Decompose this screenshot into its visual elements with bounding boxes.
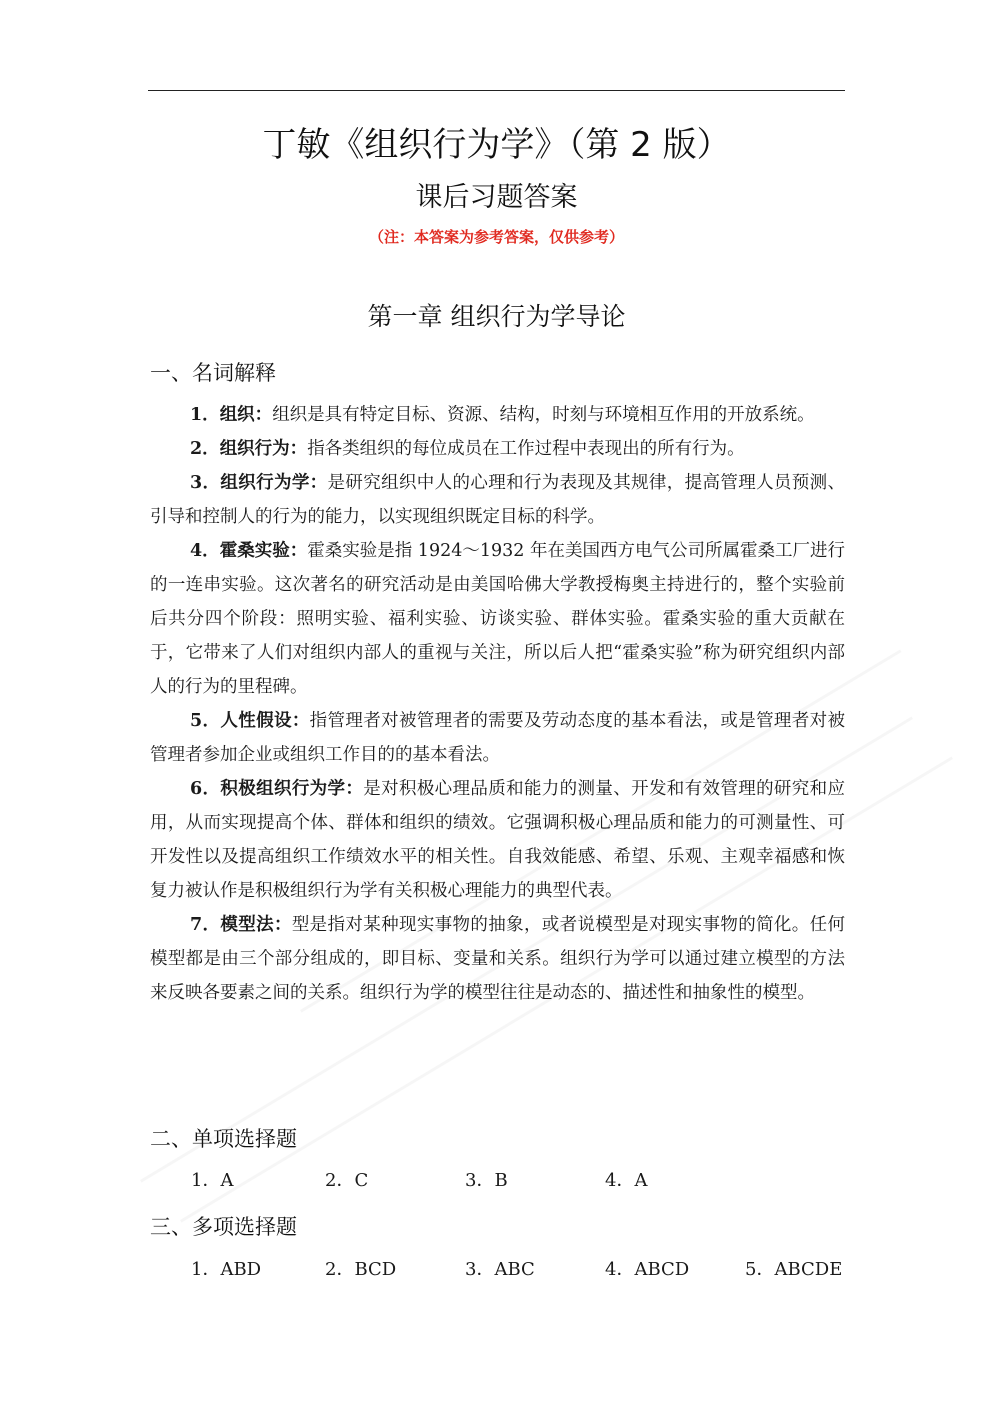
multi-choice-answers — [191, 1255, 851, 1285]
term-number: 3． — [190, 473, 221, 493]
answer-item: 3．ABC — [465, 1259, 535, 1280]
section-heading-terms: 一、名词解释 — [150, 361, 276, 385]
term-text: 是研究组织中人的心理和行为表现及其规律，提高管理人员预测、引导和控制人的行为的能力，以实现组织既定目标的科学。 — [150, 473, 845, 527]
answer-item: 2．C — [325, 1170, 369, 1191]
single-choice-answers — [191, 1166, 851, 1196]
answer-item: 3．B — [465, 1170, 508, 1191]
section-heading-single-choice: 二、单项选择题 — [150, 1127, 297, 1151]
answer-item: 1．ABD — [191, 1259, 262, 1280]
term-item — [150, 908, 845, 1010]
term-name: 积极组织行为学： — [220, 779, 364, 799]
term-number: 2． — [190, 439, 220, 459]
term-number: 4． — [190, 541, 220, 561]
term-item — [150, 534, 845, 704]
section-heading-multi-choice: 三、多项选择题 — [150, 1215, 297, 1239]
term-name: 霍桑实验： — [219, 541, 308, 561]
term-text: 霍桑实验是指 1924～1932 年在美国西方电气公司所属霍桑工厂进行的一连串实验。这次著名的研究活动是由美国哈佛大学教授梅奥主持进行的，整个实验前后共分四个阶段：照明实验、福利实验、访谈实验、群体实验。霍桑实验的重大贡献在于，它带来了人们对组织内部人的重视与关注，所以后人把“霍桑实验”称为研究组织内部人的行为的里程碑。 — [150, 541, 846, 697]
answer-item: 5．ABCDE — [745, 1259, 843, 1280]
term-text: 型是指对某种现实事物的抽象，或者说模型是对现实事物的简化。任何模型都是由三个部分组成的，即目标、变量和关系。组织行为学可以通过建立模型的方法来反映各要素之间的关系。组织行为学的模型往往是动态的、描述性和抽象性的模型。 — [150, 915, 846, 1003]
term-number: 7． — [190, 915, 221, 935]
answer-item: 1．A — [191, 1170, 234, 1191]
header-rule — [148, 90, 845, 91]
term-name: 组织： — [219, 405, 273, 425]
term-name: 模型法： — [220, 915, 292, 935]
term-text: 是对积极心理品质和能力的测量、开发和有效管理的研究和应用，从而实现提高个体、群体和组织的绩效。它强调积极心理品质和能力的可测量性、可开发性以及提高组织工作绩效水平的相关性。自我效能感、希望、乐观、主观幸福感和恢复力被认作是积极组织行为学有关积极心理能力的典型代表。 — [150, 779, 846, 901]
reference-note: （注：本答案为参考答案，仅供参考） — [368, 228, 624, 246]
term-number: 5． — [190, 711, 221, 731]
term-text: 指各类组织的每位成员在工作过程中表现出的所有行为。 — [307, 439, 745, 459]
document-subtitle: 课后习题答案 — [415, 182, 578, 213]
term-number: 1． — [190, 405, 220, 425]
term-item — [150, 772, 845, 908]
answer-item: 4．A — [605, 1170, 648, 1191]
term-text: 指管理者对被管理者的需要及劳动态度的基本看法，或是管理者对被管理者参加企业或组织工作目的的基本看法。 — [150, 711, 845, 765]
term-item — [150, 466, 845, 534]
term-name: 组织行为： — [219, 439, 308, 459]
document-title: 丁敏《组织行为学》（第 2 版） — [262, 125, 731, 165]
term-definitions — [150, 398, 845, 1010]
term-text: 组织是具有特定目标、资源、结构，时刻与环境相互作用的开放系统。 — [272, 405, 815, 425]
term-item — [150, 432, 845, 466]
answer-item: 2．BCD — [325, 1259, 397, 1280]
term-name: 组织行为学： — [220, 473, 328, 493]
term-number: 6． — [190, 779, 221, 799]
term-item — [150, 704, 845, 772]
term-item — [150, 398, 845, 432]
chapter-title: 第一章 组织行为学导论 — [367, 302, 626, 331]
answer-item: 4．ABCD — [605, 1259, 690, 1280]
term-name: 人性假设： — [220, 711, 310, 731]
